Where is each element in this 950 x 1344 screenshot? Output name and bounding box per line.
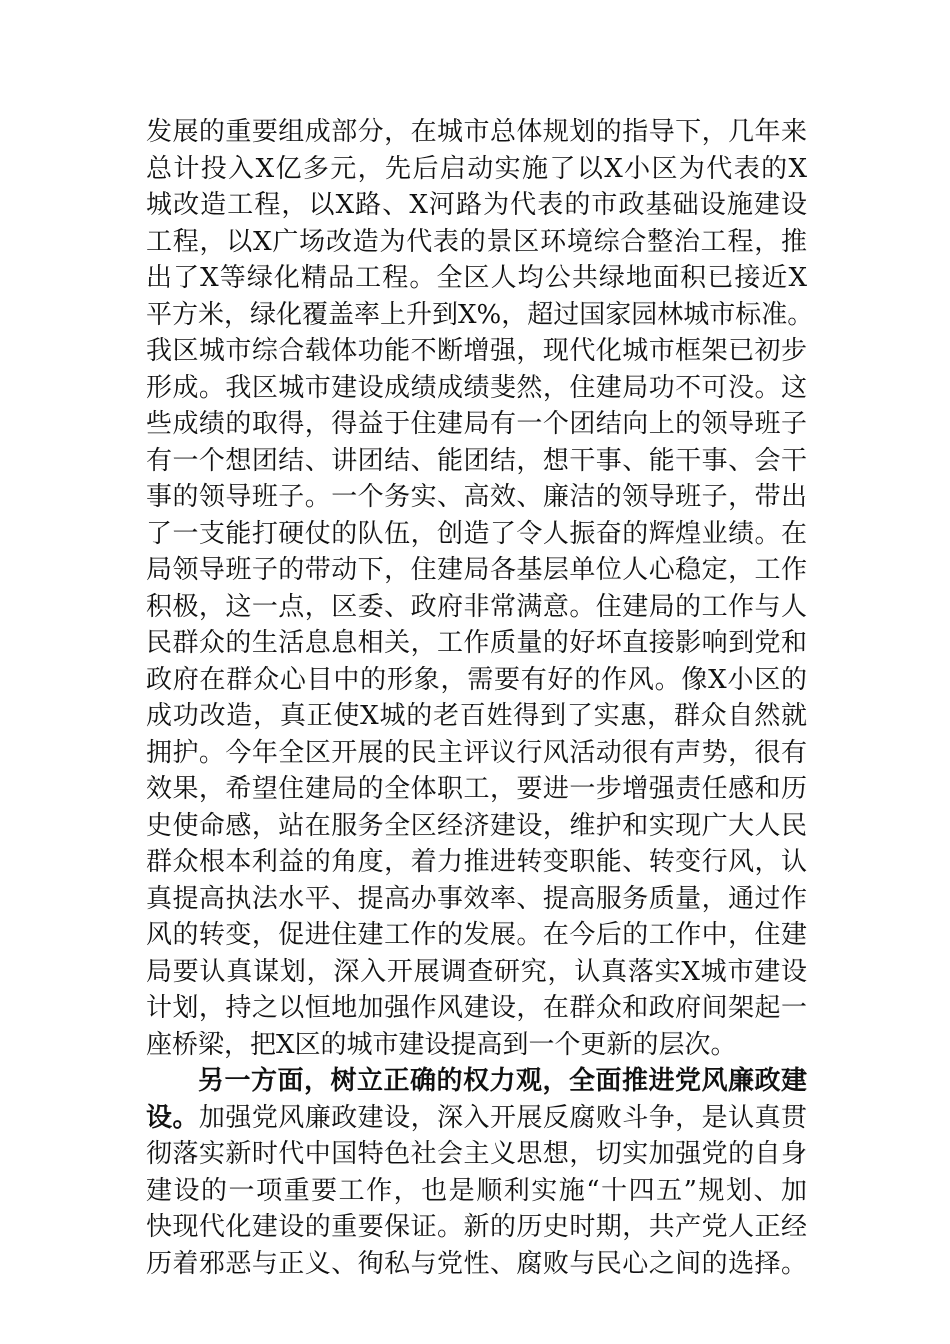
paragraph-heading: 另一方面，树立正确的权力观，全面推进党风廉政建 — [198, 1066, 807, 1096]
text-line: 真提高执法水平、提高办事效率、提高服务质量，通过作 — [146, 883, 807, 914]
text-line: 城改造工程，以X路、X河路为代表的市政基础设施建设 — [146, 190, 807, 220]
text-line: 有一个想团结、讲团结、能团结，想干事、能干事、会干 — [146, 445, 807, 476]
document-body — [146, 114, 814, 1282]
text-line: 事的领导班子。一个务实、高效、廉洁的领导班子，带出 — [146, 482, 807, 512]
text-line — [146, 1100, 807, 1137]
text-line: 群众根本利益的角度，着力推进转变职能、转变行风，认 — [146, 847, 807, 877]
text-line: 彻落实新时代中国特色社会主义思想，切实加强党的自身 — [146, 1139, 807, 1169]
text-line: 局领导班子的带动下，住建局各基层单位人心稳定，工作 — [146, 555, 807, 585]
paragraph-1 — [146, 114, 814, 1063]
text-line: 发展的重要组成部分，在城市总体规划的指导下，几年来 — [146, 117, 807, 147]
text-line: 史使命感，站在服务全区经济建设，维护和实现广大人民 — [146, 810, 807, 841]
text-line: 政府在群众心目中的形象，需要有好的作风。像X小区的 — [146, 664, 807, 695]
text-line: 形成。我区城市建设成绩成绩斐然，住建局功不可没。这 — [146, 372, 807, 403]
text-line: 了一支能打硬仗的队伍，创造了令人振奋的辉煌业绩。在 — [146, 518, 807, 549]
text-line: 总计投入X亿多元，先后启动实施了以X小区为代表的X — [146, 153, 807, 184]
text-line: 工程，以X广场改造为代表的景区环境综合整治工程，推 — [146, 226, 807, 257]
text-line: 计划，持之以恒地加强作风建设，在群众和政府间架起一 — [146, 993, 807, 1023]
text-line: 些成绩的取得，得益于住建局有一个团结向上的领导班子 — [146, 409, 807, 439]
paragraph-heading-end: 设。 — [146, 1102, 199, 1133]
text-line: 平方米，绿化覆盖率上升到X%，超过国家园林城市标准。 — [146, 299, 814, 330]
text-line: 我区城市综合载体功能不断增强，现代化城市框架已初步 — [146, 336, 807, 366]
paragraph-2 — [146, 1063, 807, 1282]
text-line: 拥护。今年全区开展的民主评议行风活动很有声势，很有 — [146, 737, 807, 768]
text-line: 成功改造，真正使X城的老百姓得到了实惠，群众自然就 — [146, 701, 807, 731]
text-line: 历着邪恶与正义、徇私与党性、腐败与民心之间的选择。 — [146, 1248, 807, 1279]
text-fragment: 加强党风廉政建设，深入开展反腐败斗争，是认真贯 — [198, 1102, 807, 1133]
text-line: 民群众的生活息息相关，工作质量的好坏直接影响到党和 — [146, 628, 807, 658]
text-line: 效果，希望住建局的全体职工，要进一步增强责任感和历 — [146, 774, 807, 804]
text-line: 座桥梁，把X区的城市建设提高到一个更新的层次。 — [146, 1029, 737, 1060]
text-line: 出了X等绿化精品工程。全区人均公共绿地面积已接近X — [146, 263, 807, 293]
text-line: 风的转变，促进住建工作的发展。在今后的工作中，住建 — [146, 920, 807, 950]
text-line: 积极，这一点，区委、政府非常满意。住建局的工作与人 — [146, 591, 807, 622]
text-line: 局要认真谋划，深入开展调查研究，认真落实X城市建设 — [146, 956, 807, 987]
text-line: 快现代化建设的重要保证。新的历史时期，共产党人正经 — [146, 1212, 807, 1242]
text-line: 建设的一项重要工作，也是顺利实施“十四五”规划、加 — [146, 1175, 807, 1206]
